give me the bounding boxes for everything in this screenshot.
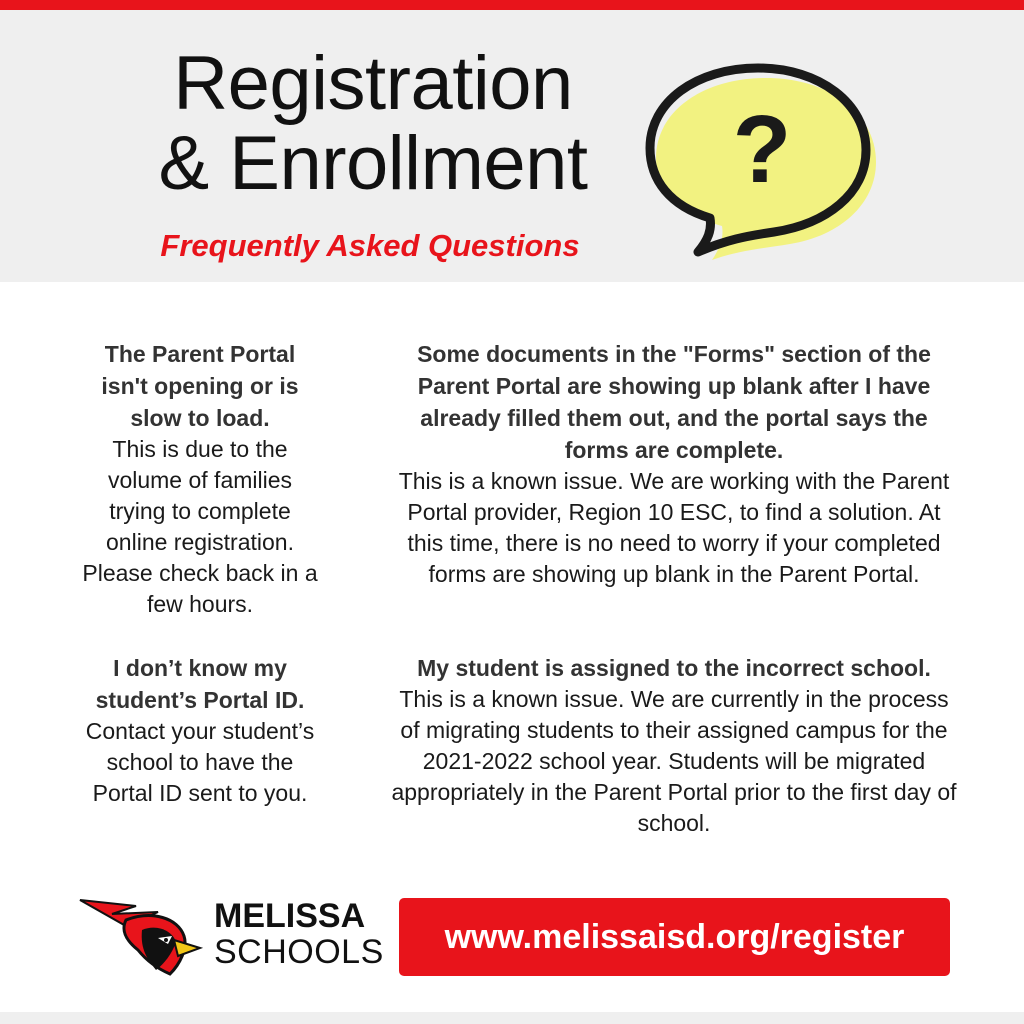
faq-portal-id — [80, 652, 320, 809]
faq-question: I don’t know my student’s Portal ID. — [95, 655, 305, 713]
header-banner — [0, 10, 1024, 282]
logo-wordmark — [214, 898, 384, 970]
logo-line-2: SCHOOLS — [214, 933, 384, 971]
faq-incorrect-school — [388, 652, 960, 839]
faq-question: The Parent Portal isn't opening or is slow to load. — [101, 341, 299, 431]
faq-question: My student is assigned to the incorrect school. — [417, 655, 931, 681]
faq-answer: This is a known issue. We are currently in the process of migrating students to their assigned campus for the 2021-2022 school year. Students will be migrated appropriately in the Parent Portal prior to the first day of school. — [391, 686, 957, 836]
svg-text:?: ? — [732, 96, 792, 203]
page-title — [0, 41, 746, 206]
page-subtitle: Frequently Asked Questions — [160, 228, 580, 263]
faq-answer: This is due to the volume of families trying to complete online registration. Please check back in a few hours. — [82, 436, 318, 617]
faq-answer: This is a known issue. We are working with the Parent Portal provider, Region 10 ESC, to find a solution. At this time, there is no need to worry if your completed forms are showing up blank in the Parent Portal. — [398, 468, 950, 587]
melissa-schools-logo — [76, 890, 384, 980]
faq-forms-blank — [394, 338, 954, 590]
logo-line-1: MELISSA — [214, 897, 366, 935]
faq-portal-not-opening — [80, 338, 320, 620]
title-line-2: & Enrollment — [158, 121, 588, 206]
cardinal-mascot-icon — [76, 890, 206, 980]
faq-answer: Contact your student’s school to have the Portal ID sent to you. — [85, 718, 315, 806]
bottom-bar — [0, 1012, 1024, 1024]
title-line-1: Registration — [173, 41, 573, 126]
register-url-button[interactable]: www.melissaisd.org/register — [399, 898, 950, 976]
top-accent-bar — [0, 0, 1024, 10]
faq-question: Some documents in the "Forms" section of the Parent Portal are showing up blank after I have already filled them out, and the portal says the forms are complete. — [417, 341, 931, 463]
question-speech-bubble-icon — [640, 54, 890, 266]
